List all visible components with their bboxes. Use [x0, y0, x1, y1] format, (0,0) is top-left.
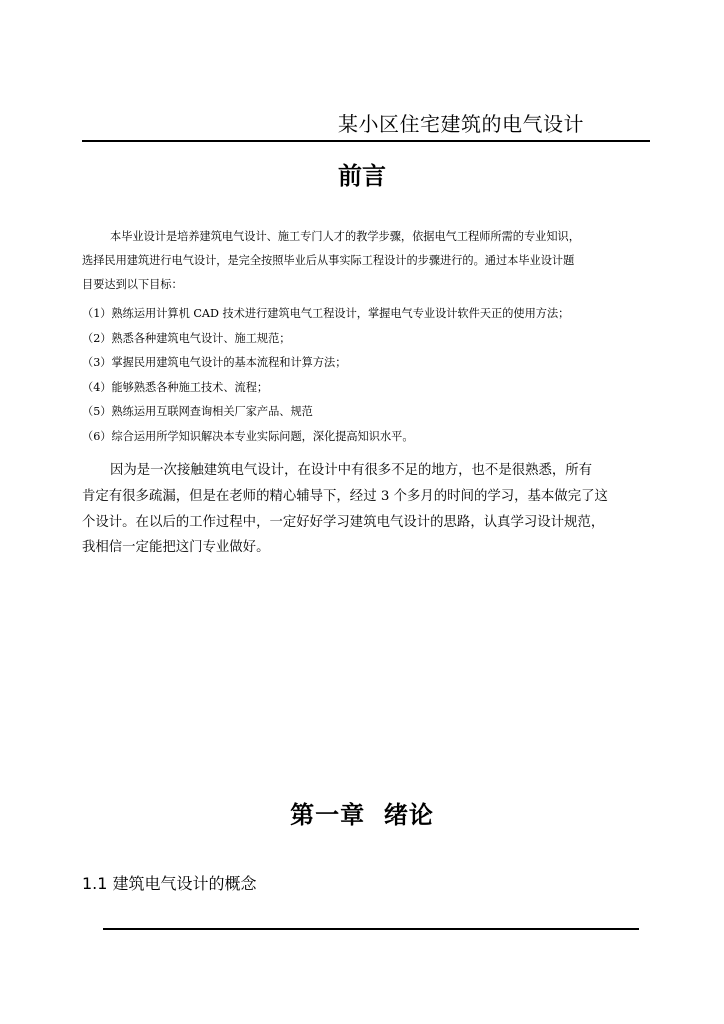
- page-header: [82, 108, 650, 142]
- preface-title: 前言: [338, 162, 386, 190]
- objective-item: （4）能够熟悉各种施工技术、流程；: [82, 380, 269, 394]
- objective-item: （1）熟练运用计算机 CAD 技术进行建筑电气工程设计，掌握电气专业设计软件天正的使用方法；: [82, 307, 570, 320]
- objective-item: （3）掌握民用建筑电气设计的基本流程和计算方法；: [82, 356, 347, 370]
- paragraph-line: 选择民用建筑进行电气设计，是完全按照毕业后从事实际工程设计的步骤进行的。通过本毕业设计题: [82, 253, 575, 267]
- objective-item: （6）综合运用所学知识解决本专业实际问题，深化提高知识水平。: [82, 429, 414, 443]
- paragraph-line: 肯定有很多疏漏，但是在老师的精心辅导下，经过 3 个多月的时间的学习，基本做完了这: [82, 488, 608, 504]
- preface-closing-paragraph: [82, 458, 658, 561]
- document-title: 某小区住宅建筑的电气设计: [338, 112, 584, 136]
- paragraph-line: 本毕业设计是培养建筑电气设计、施工专门人才的教学步骤，依据电气工程师所需的专业知识，: [110, 230, 580, 243]
- objective-item: （2）熟悉各种建筑电气设计、施工规范；: [82, 331, 291, 345]
- objective-item: （5）熟练运用互联网查询相关厂家产品、规范: [82, 405, 313, 419]
- chapter-title: 第一章 绪论: [290, 801, 434, 829]
- paragraph-line: 我相信一定能把这门专业做好。: [82, 540, 270, 556]
- paragraph-line: 目要达到以下目标：: [82, 277, 183, 291]
- preface-intro-paragraph: [82, 225, 658, 296]
- objectives-list: [82, 302, 569, 450]
- footer-divider: [103, 928, 639, 930]
- paragraph-line: 因为是一次接触建筑电气设计，在设计中有很多不足的地方，也不是很熟悉，所有: [110, 463, 593, 478]
- section-heading: 1.1 建筑电气设计的概念: [82, 874, 257, 893]
- paragraph-line: 个设计。在以后的工作过程中，一定好好学习建筑电气设计的思路，认真学习设计规范，: [82, 514, 605, 530]
